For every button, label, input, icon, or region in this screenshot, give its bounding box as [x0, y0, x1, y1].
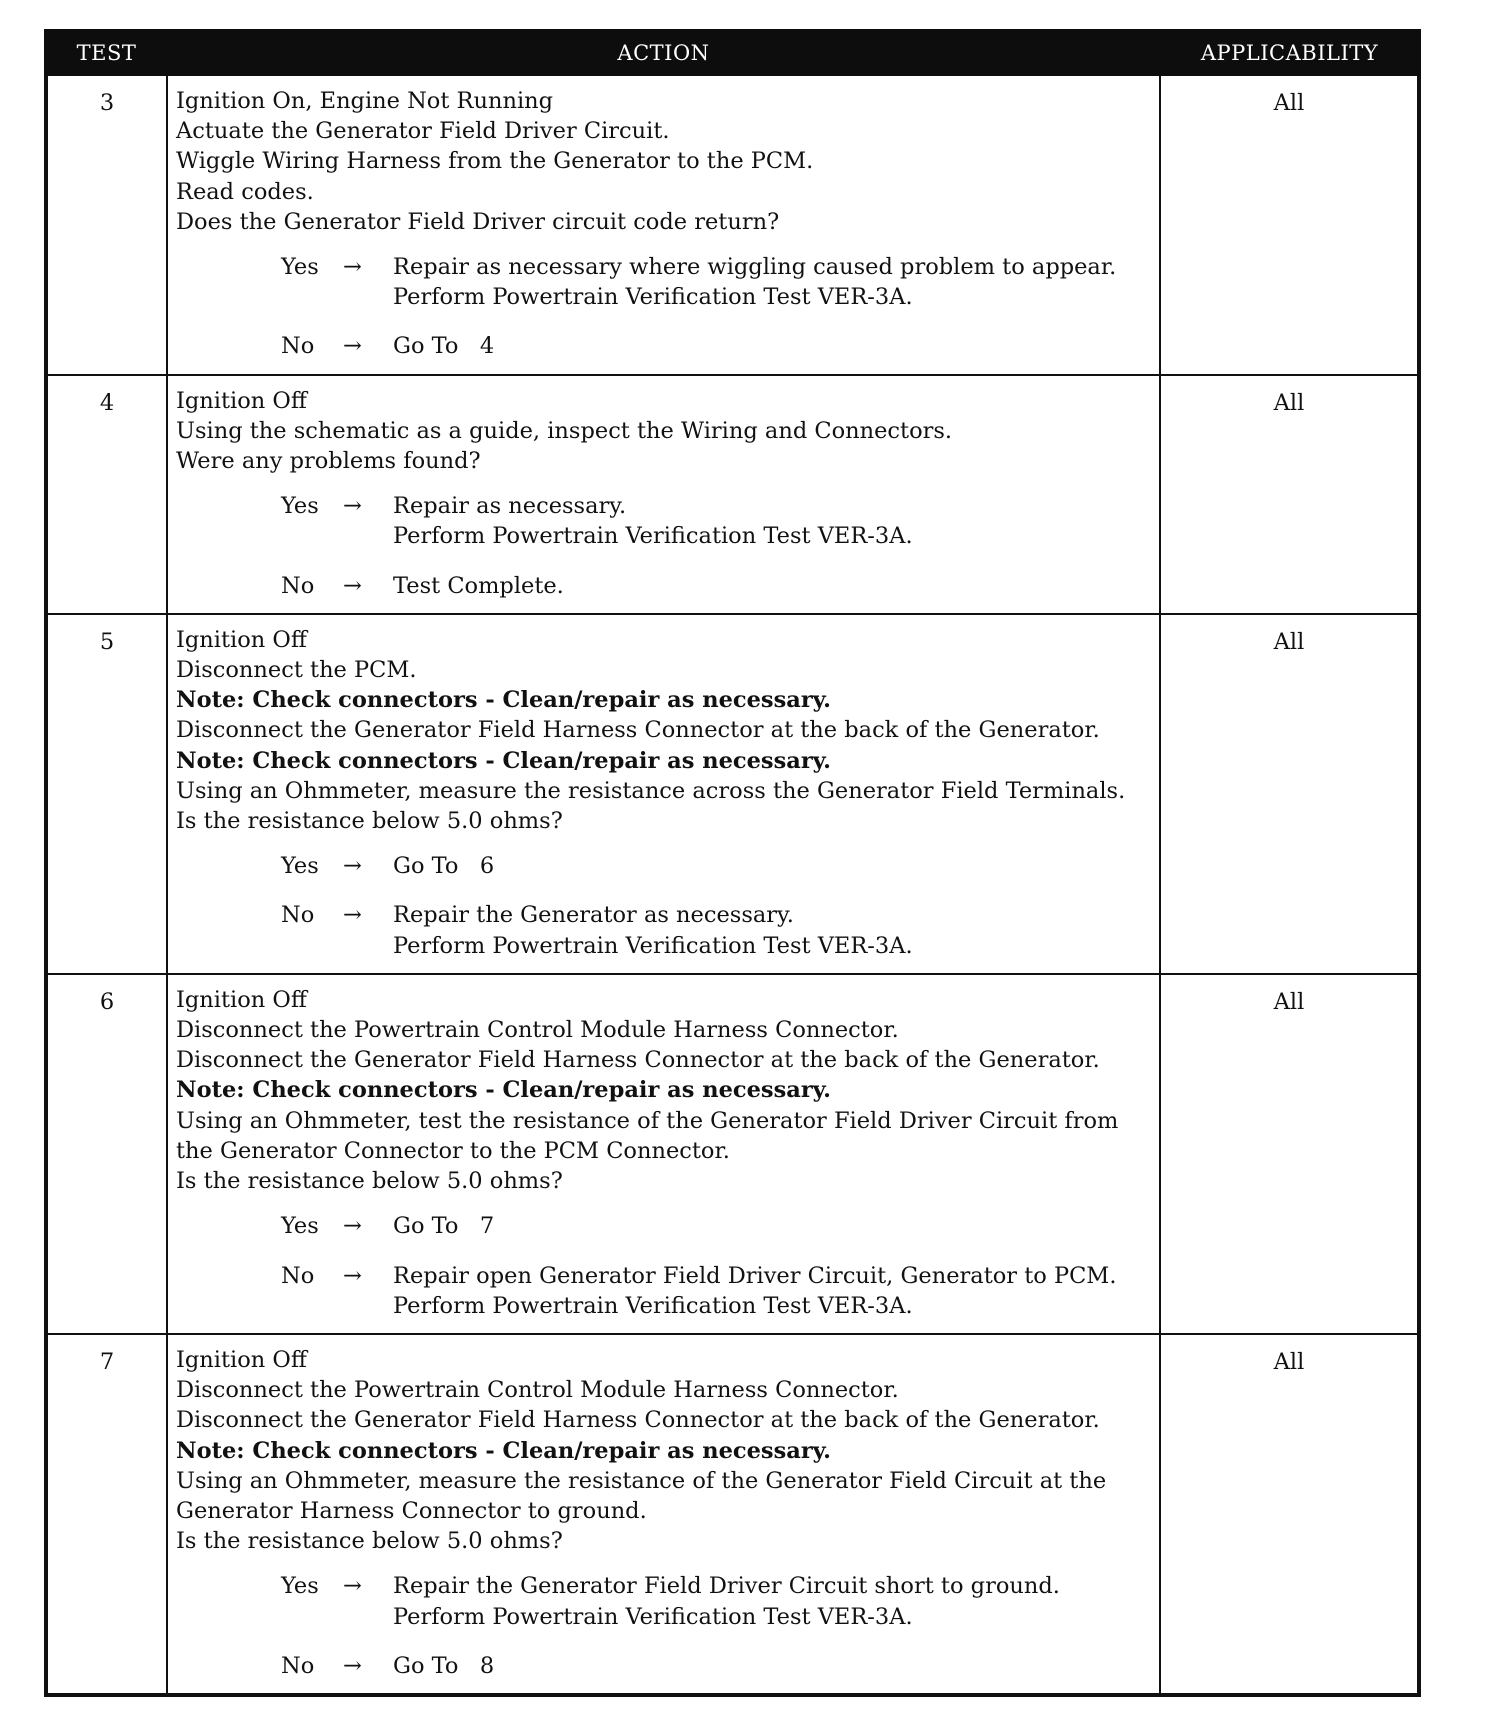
- action-cell: [167, 1334, 1160, 1695]
- table-row: [46, 74, 1419, 375]
- arrow-right-icon: →: [343, 254, 362, 281]
- branch-yes: [281, 1211, 1153, 1241]
- action-step: Ignition On, Engine Not Running: [176, 88, 554, 114]
- branch-result-line: Test Complete.: [393, 572, 564, 599]
- action-step: Using the schematic as a guide, inspect the Wiring and Connectors.: [176, 417, 953, 444]
- branch-label: Yes: [281, 493, 319, 520]
- action-cell: [167, 375, 1160, 614]
- branch-label: No: [281, 1652, 315, 1679]
- applicability-value: All: [1160, 375, 1419, 614]
- arrow-right-icon: →: [343, 572, 362, 599]
- branch-result: [393, 252, 1153, 312]
- action-step: Ignition Off: [176, 1346, 307, 1373]
- action-step: Wiggle Wiring Harness from the Generator to the PCM.: [176, 148, 814, 175]
- branch-label: Yes: [281, 254, 319, 281]
- branch-result-line: Perform Powertrain Verification Test VER-3A.: [393, 284, 913, 311]
- arrow-right-icon: →: [343, 1652, 362, 1679]
- applicability-value: All: [1160, 614, 1419, 974]
- note-text: Note: Check connectors - Clean/repair as necessary.: [176, 1437, 831, 1464]
- header-applicability: APPLICABILITY: [1160, 31, 1419, 74]
- branch-yes: [281, 851, 1153, 881]
- branch-no: [281, 900, 1153, 960]
- action-step: Is the resistance below 5.0 ohms?: [176, 808, 563, 835]
- branch-no: [281, 571, 1153, 601]
- branch-yes: [281, 491, 1153, 551]
- branch-no: [281, 1651, 1153, 1681]
- branch-result-line: Perform Powertrain Verification Test VER-3A.: [393, 1603, 913, 1630]
- applicability-value: All: [1160, 1334, 1419, 1695]
- branch-result-line: Go To 4: [393, 333, 495, 360]
- branch-result-line: Repair as necessary where wiggling caused problem to appear.: [393, 254, 1117, 281]
- action-cell: [167, 74, 1160, 375]
- note-text: Note: Check connectors - Clean/repair as necessary.: [176, 1077, 831, 1104]
- action-step: Disconnect the Powertrain Control Module Harness Connector.: [176, 1377, 899, 1404]
- action-step: Disconnect the PCM.: [176, 657, 417, 684]
- branch-result-line: Go To 8: [393, 1652, 495, 1679]
- branch-label: No: [281, 1262, 315, 1289]
- branch-yes: [281, 1571, 1153, 1631]
- note-text: Note: Check connectors - Clean/repair as necessary.: [176, 687, 831, 714]
- table-row: [46, 614, 1419, 974]
- action-cell: [167, 614, 1160, 974]
- action-step: Is the resistance below 5.0 ohms?: [176, 1528, 563, 1555]
- action-step: Ignition Off: [176, 986, 307, 1013]
- branch-result: [393, 1651, 1153, 1681]
- branch-result-line: Perform Powertrain Verification Test VER-3A.: [393, 523, 913, 550]
- arrow-right-icon: →: [343, 493, 362, 520]
- action-step: Disconnect the Generator Field Harness Connector at the back of the Generator.: [176, 1047, 1100, 1074]
- branch-result: [393, 331, 1153, 361]
- action-step: Read codes.: [176, 178, 314, 205]
- action-step: Ignition Off: [176, 626, 307, 653]
- table-row: [46, 375, 1419, 614]
- branch-result-line: Go To 7: [393, 1213, 495, 1240]
- test-number: 7: [46, 1334, 167, 1695]
- branch-yes: [281, 252, 1153, 312]
- note-text: Note: Check connectors - Clean/repair as necessary.: [176, 747, 831, 774]
- action-step: Is the resistance below 5.0 ohms?: [176, 1168, 563, 1195]
- action-step: Disconnect the Generator Field Harness Connector at the back of the Generator.: [176, 717, 1100, 744]
- action-step: Were any problems found?: [176, 448, 481, 475]
- test-number: 3: [46, 74, 167, 375]
- test-number: 5: [46, 614, 167, 974]
- table-header: [46, 31, 1419, 74]
- action-step: Ignition Off: [176, 387, 307, 414]
- branch-result: [393, 1211, 1153, 1241]
- arrow-right-icon: →: [343, 853, 362, 880]
- decision-branches: [176, 1571, 1153, 1681]
- branch-no: [281, 331, 1153, 361]
- branch-label: Yes: [281, 853, 319, 880]
- action-step: Disconnect the Generator Field Harness Connector at the back of the Generator.: [176, 1407, 1100, 1434]
- arrow-right-icon: →: [343, 333, 362, 360]
- table-row: [46, 1334, 1419, 1695]
- branch-result-line: Repair as necessary.: [393, 493, 627, 520]
- header-test: TEST: [46, 31, 167, 74]
- branch-result-line: Perform Powertrain Verification Test VER-3A.: [393, 932, 913, 959]
- action-step: Using an Ohmmeter, test the resistance of the Generator Field Driver Circuit from the Generator Connector to the PCM Connector.: [176, 1107, 1119, 1164]
- action-step: Disconnect the Powertrain Control Module Harness Connector.: [176, 1017, 899, 1044]
- header-action: ACTION: [167, 31, 1160, 74]
- action-step: Using an Ohmmeter, measure the resistance across the Generator Field Terminals.: [176, 777, 1126, 804]
- test-number: 4: [46, 375, 167, 614]
- action-step: Does the Generator Field Driver circuit code return?: [176, 208, 780, 235]
- branch-label: No: [281, 902, 315, 929]
- branch-result: [393, 851, 1153, 881]
- test-number: 6: [46, 974, 167, 1334]
- action-step: Actuate the Generator Field Driver Circuit.: [176, 118, 670, 145]
- arrow-right-icon: →: [343, 1573, 362, 1600]
- branch-label: Yes: [281, 1213, 319, 1240]
- applicability-value: All: [1160, 974, 1419, 1334]
- decision-branches: [176, 252, 1153, 362]
- branch-result: [393, 900, 1153, 960]
- branch-label: Yes: [281, 1573, 319, 1600]
- applicability-value: All: [1160, 74, 1419, 375]
- arrow-right-icon: →: [343, 1262, 362, 1289]
- branch-result: [393, 1571, 1153, 1631]
- branch-result: [393, 571, 1153, 601]
- action-cell: [167, 974, 1160, 1334]
- branch-result: [393, 491, 1153, 551]
- arrow-right-icon: →: [343, 1213, 362, 1240]
- branch-label: No: [281, 333, 315, 360]
- branch-result: [393, 1261, 1153, 1321]
- decision-branches: [176, 851, 1153, 961]
- decision-branches: [176, 491, 1153, 601]
- header-row: [46, 31, 1419, 74]
- arrow-right-icon: →: [343, 902, 362, 929]
- branch-result-line: Go To 6: [393, 853, 495, 880]
- table-row: [46, 974, 1419, 1334]
- branch-result-line: Repair open Generator Field Driver Circuit, Generator to PCM.: [393, 1262, 1117, 1289]
- action-step: Using an Ohmmeter, measure the resistance of the Generator Field Circuit at the Generator Harness Connector to ground.: [176, 1467, 1107, 1524]
- branch-no: [281, 1261, 1153, 1321]
- diagnostic-test-table: [44, 29, 1421, 1697]
- decision-branches: [176, 1211, 1153, 1321]
- branch-result-line: Perform Powertrain Verification Test VER-3A.: [393, 1292, 913, 1319]
- branch-label: No: [281, 572, 315, 599]
- table-body: [46, 74, 1419, 1695]
- branch-result-line: Repair the Generator as necessary.: [393, 902, 794, 929]
- branch-result-line: Repair the Generator Field Driver Circuit short to ground.: [393, 1573, 1060, 1600]
